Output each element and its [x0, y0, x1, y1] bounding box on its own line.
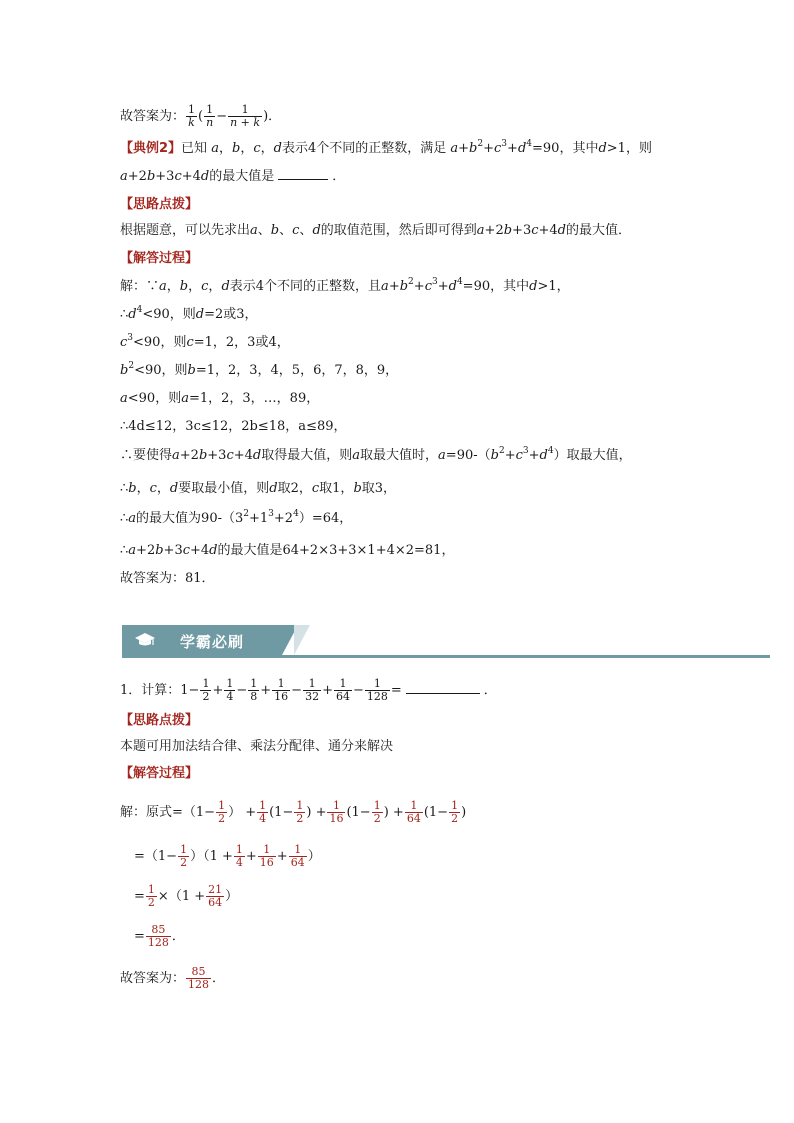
solution2-tag: 【解答过程】 [120, 766, 199, 781]
solution1-line7: ∴要使得a+2b+3c+4d取得最大值，则a取最大值时，$a=90-(b^2+c^3+d^4)$取最大值， [120, 446, 632, 463]
solution2-line4: = $\frac{85}{128}$ ． [134, 923, 185, 949]
solution1-line2: $\therefore d^4<90$，则d=2或3， [120, 305, 258, 322]
top-answer-line: 故答案为： $\frac{1}{k}$ ( $\frac{1}{n}$ − $\frac{1}{n + k}$ )． [120, 103, 282, 129]
hint2-tag: 【思路点拨】 [120, 713, 199, 728]
solution1-line8: ∴b，c，d要取最小值，则d取2，c取1，b取3， [120, 481, 397, 496]
solution2-line3: = $\frac{1}{2}$ ×（1 + $\frac{21}{64}$ ） [134, 883, 239, 909]
solution1-line10: ∴a+2b+3c+4d的最大值是64+2×3+3×1+4×2=81， [120, 543, 455, 558]
solution2-line2: =（1− $\frac{1}{2}$ ）（1 + $\frac{1}{4}$ + $\frac{1}{16}$ + $\frac{1}{64}$ ） [134, 843, 321, 869]
hint2-text: 本题可用加法结合律、乘法分配律、通分来解决 [120, 739, 394, 754]
solution2-line1: 解：原式=（1− $\frac{1}{2}$ ） + $\frac{1}{4}$ (1− $\frac{1}{2}$ ) + $\frac{1}{16}$ (1− $\frac{1}{2}$ ) + $\frac{1}{64}$ (1− $\frac{1}{2}$ ) [120, 799, 467, 825]
solution1-line1: 解：∵a，b，c，d表示4个不同的正整数，且$a+b^2+c^3+d^4=90$，其中d>1， [120, 277, 570, 294]
example2-line2: a+2b+3c+4d的最大值是 ． [120, 169, 346, 184]
section-title: 学霸必刷 [180, 633, 245, 651]
graduation-cap-icon [134, 632, 156, 648]
question1-line: 1．计算：1− $\frac{1}{2}$ + $\frac{1}{4}$ − $\frac{1}{8}$ + $\frac{1}{16}$ − $\frac{1}{32}$ + $\frac{1}{64}$ − $\frac{1}{128}$ = ． [120, 677, 497, 703]
solution2-answer: 故答案为： $\frac{85}{128}$ ． [120, 965, 226, 991]
solution1-line6: ∴4d≤12，3c≤12，2b≤18，a≤89， [120, 419, 347, 434]
solution1-line5: a<90，则a=1，2，3，…，89， [120, 391, 320, 406]
example2-line1: 【典例2】已知 a，b，c，d表示4个不同的正整数，满足 $a+b^2+c^3+d^4=90$，其中d>1，则 [120, 139, 652, 156]
solution1-line3: $c^3<90$，则c=1，2，3或4， [120, 333, 290, 350]
example2-tag: 【典例2】 [120, 141, 182, 156]
solution1-line4: $b^2<90$，则b=1，2，3，4，5，6，7，8，9， [120, 361, 399, 378]
hint1-text: 根据题意，可以先求出a、b、c、d的取值范围，然后即可得到a+2b+3c+4d的最大值． [120, 223, 632, 238]
solution1-answer: 故答案为：81． [120, 571, 215, 586]
hint1-tag: 【思路点拨】 [120, 197, 199, 212]
solution1-line9: ∴a的最大值为$90-(3^2+1^3+2^4)=64$， [120, 509, 353, 526]
solution1-tag: 【解答过程】 [120, 251, 199, 266]
section-banner [122, 625, 772, 659]
